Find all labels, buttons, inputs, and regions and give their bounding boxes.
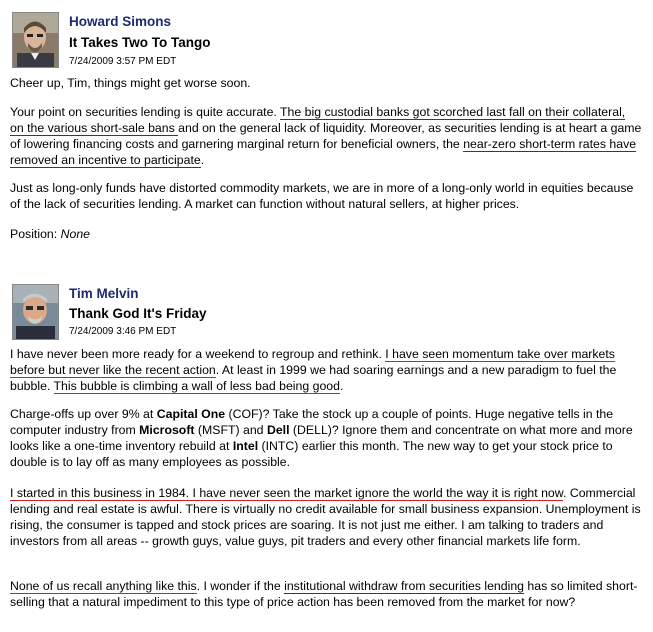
paragraph-text: Just as long-only funds have distorted commodity markets, we are in more of a long-only world in equities because of the lack of securities lending. A market can function without natural sellers, at higher prices.	[10, 181, 634, 211]
company-name: Dell	[266, 423, 290, 437]
post-paragraph	[10, 346, 642, 394]
company-name: Microsoft	[139, 423, 195, 437]
underlined-text: I have seen momentum take over markets before but never like the recent action	[10, 347, 615, 377]
text-segment: (MSFT) and	[194, 423, 267, 437]
author-avatar	[12, 284, 59, 340]
post-paragraph	[10, 485, 642, 549]
post-paragraph	[10, 406, 642, 470]
company-name: Capital One	[156, 407, 226, 421]
company-name: Intel	[232, 439, 259, 453]
text-segment: . At least in 1999 we had soaring earnings and a new paradigm to fuel the bubble.	[10, 363, 617, 393]
avatar-photo	[13, 285, 58, 339]
underlined-text: I started in this business in 1984. I have never seen the market ignore the world the way it is right now	[10, 486, 563, 500]
post-timestamp: 7/24/2009 3:57 PM EDT	[69, 56, 177, 67]
position-label: Position:	[10, 227, 61, 241]
underlined-text: None of us recall anything like this	[10, 579, 197, 593]
text-segment: .	[339, 379, 344, 393]
text-segment: .	[200, 153, 205, 167]
text-segment: Charge-offs up over 9% at	[10, 407, 157, 421]
text-segment: (INTC) earlier this month. The new way to get your stock price to double is to lay off as many employees as possible.	[10, 439, 613, 469]
text-segment: I have never been more ready for a weekend to regroup and rethink.	[10, 347, 386, 361]
text-segment: (DELL)? Ignore them and concentrate on what more and more looks like a one-time inventory rebuild at	[10, 423, 633, 453]
underlined-text: The big custodial banks got scorched last fall on their collateral, on the various short-sale bans	[10, 105, 626, 135]
text-segment: has so limited short-selling that a natural impediment to this type of price action has been removed from the market for now?	[10, 579, 638, 609]
paragraph-text: Cheer up, Tim, things might get worse soon.	[10, 76, 251, 90]
post-title: Thank God It's Friday	[69, 306, 207, 321]
text-segment: and on the general lack of liquidity. Moreover, as securities lending is at heart a game of lowering financing costs and garnering marginal return for beneficial owners, the	[10, 121, 642, 151]
post-paragraph	[10, 75, 642, 91]
author-name[interactable]: Howard Simons	[69, 14, 172, 29]
author-avatar	[12, 12, 59, 68]
position-line	[10, 226, 642, 242]
text-segment: . Commercial lending and real estate is awful. There is virtually no credit available for small business expansion. Unemployment is rising, the consumer is tapped and stock prices are soaring. It is not just me either. I am talking to traders and investors from all areas -- growth guys, value guys, pit traders and every other financial markets life form.	[10, 486, 641, 548]
post-paragraph	[10, 104, 642, 168]
underlined-text: near-zero short-term rates have removed an incentive to participate	[10, 137, 637, 167]
text-segment: (COF)? Take the stock up a couple of points. Huge negative tells in the computer industry from	[10, 407, 614, 437]
post-timestamp: 7/24/2009 3:46 PM EDT	[69, 326, 177, 337]
avatar-photo	[13, 13, 58, 67]
post-title: It Takes Two To Tango	[69, 35, 211, 50]
position-value: None	[60, 227, 90, 241]
post-paragraph	[10, 578, 642, 610]
text-segment: Your point on securities lending is quite accurate.	[10, 105, 281, 119]
underlined-text: This bubble is climbing a wall of less bad being good	[53, 379, 340, 393]
text-segment: . I wonder if the	[196, 579, 285, 593]
author-name[interactable]: Tim Melvin	[69, 286, 139, 301]
post-paragraph	[10, 180, 642, 212]
underlined-text: institutional withdraw from securities lending	[284, 579, 525, 593]
